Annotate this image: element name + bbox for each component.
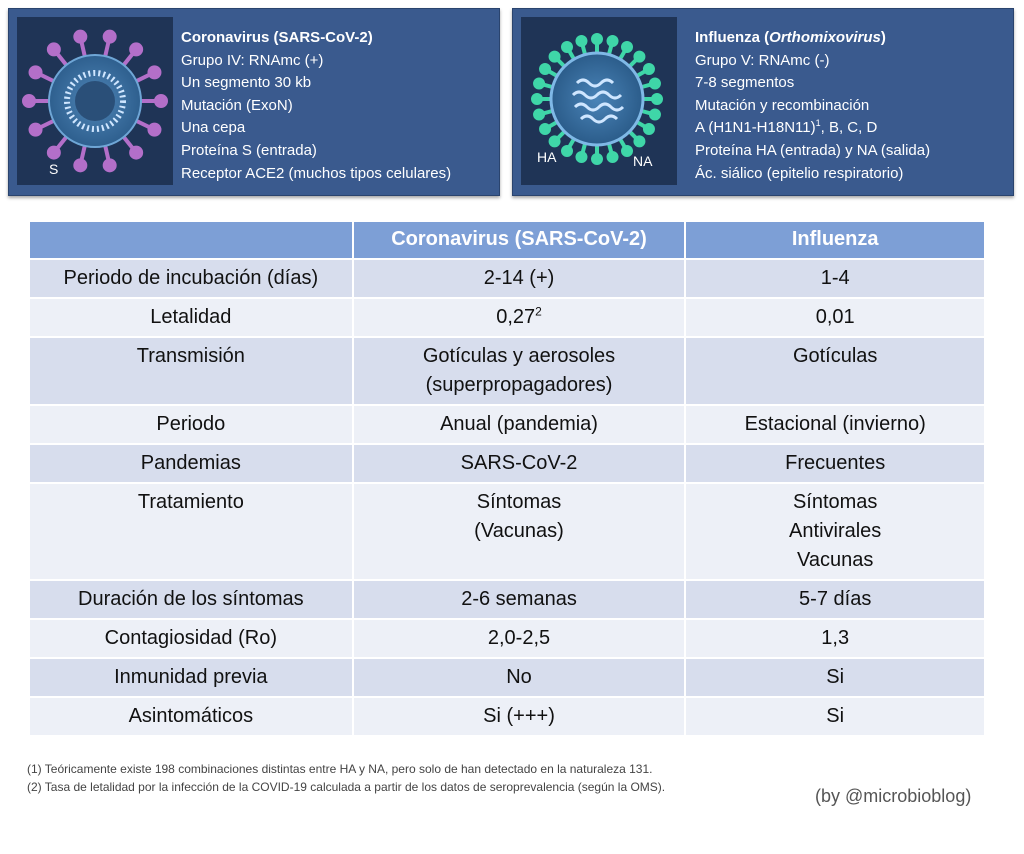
spike-label: S (49, 161, 59, 177)
influenza-value: Estacional (invierno) (686, 406, 984, 443)
table-row (30, 299, 984, 336)
row-label: Pandemias (30, 445, 352, 482)
credit: (by @microbioblog) (815, 786, 972, 806)
table-row (30, 581, 984, 618)
coronavirus-line: Proteína S (entrada) (181, 141, 317, 159)
table-row (30, 338, 984, 404)
influenza-line: Grupo V: RNAmc (-) (695, 51, 830, 69)
coronavirus-value: Síntomas (Vacunas) (354, 484, 685, 579)
influenza-line: Mutación y recombinación (695, 96, 870, 114)
coronavirus-card (8, 8, 500, 196)
coronavirus-icon (17, 17, 173, 185)
coronavirus-line: Una cepa (181, 119, 246, 137)
coronavirus-line: Receptor ACE2 (muchos tipos celulares) (181, 164, 452, 182)
comparison-table (28, 220, 986, 737)
influenza-value: 1-4 (686, 260, 984, 297)
influenza-illustration (521, 17, 677, 185)
influenza-value: 1,3 (686, 620, 984, 657)
row-label: Transmisión (30, 338, 352, 404)
influenza-value: 0,01 (686, 299, 984, 336)
header-empty (30, 222, 352, 258)
influenza-value: Gotículas (686, 338, 984, 404)
row-label: Inmunidad previa (30, 659, 352, 696)
influenza-line: Proteína HA (entrada) y NA (salida) (695, 141, 931, 159)
influenza-value: Síntomas Antivirales Vacunas (686, 484, 984, 579)
table-row (30, 620, 984, 657)
influenza-value: Frecuentes (686, 445, 984, 482)
influenza-line: A $(H1N1-H18N11)^1$, B, C, D (695, 118, 878, 137)
na-label: NA (633, 153, 653, 169)
header-influenza: Influenza (686, 222, 984, 258)
coronavirus-illustration (17, 17, 173, 185)
footnote: (2) Tasa de letalidad por la infección de la COVID-19 calculada a partir de los datos de seroprevalencia (según la OMS). (27, 780, 666, 794)
table-row (30, 659, 984, 696)
row-label: Duración de los síntomas (30, 581, 352, 618)
table-header-row (30, 222, 984, 258)
influenza-line: Ác. siálico (epitelio respiratorio) (695, 164, 904, 182)
coronavirus-line: Mutación (ExoN) (181, 96, 293, 114)
ha-label: HA (537, 149, 557, 165)
row-label: Letalidad (30, 299, 352, 336)
influenza-value: Si (686, 698, 984, 735)
table-row (30, 698, 984, 735)
influenza-value: Si (686, 659, 984, 696)
table-row (30, 406, 984, 443)
footnotes (27, 760, 665, 796)
row-label: Asintomáticos (30, 698, 352, 735)
coronavirus-value: Si (+++) (354, 698, 685, 735)
row-label: Periodo de incubación (días) (30, 260, 352, 297)
table-row (30, 445, 984, 482)
influenza-card (512, 8, 1014, 196)
coronavirus-value: Anual (pandemia) (354, 406, 685, 443)
table-row (30, 260, 984, 297)
row-label: Contagiosidad (Ro) (30, 620, 352, 657)
header-coronavirus: Coronavirus (SARS-CoV-2) (354, 222, 685, 258)
coronavirus-value: 2-14 (+) (354, 260, 685, 297)
coronavirus-value: 2-6 semanas (354, 581, 685, 618)
coronavirus-value: Gotículas y aerosoles (superpropagadores) (354, 338, 685, 404)
row-label: Tratamiento (30, 484, 352, 579)
coronavirus-info (181, 27, 451, 185)
coronavirus-value: SARS-CoV-2 (354, 445, 685, 482)
row-label: Periodo (30, 406, 352, 443)
coronavirus-value: 2,0-2,5 (354, 620, 685, 657)
table-row (30, 484, 984, 579)
footnote: (1) Teóricamente existe 198 combinaciones distintas entre HA y NA, pero solo de han detectado en la naturaleza 131. (27, 762, 653, 776)
coronavirus-line: Un segmento 30 kb (181, 74, 312, 92)
influenza-value: 5-7 días (686, 581, 984, 618)
coronavirus-value: 0,27$^2$ (354, 299, 685, 336)
influenza-title: Influenza (Orthomixovirus) (695, 29, 886, 46)
influenza-line: 7-8 segmentos (695, 74, 795, 92)
coronavirus-line: Grupo IV: RNAmc (+) (181, 51, 324, 69)
coronavirus-title: Coronavirus (SARS-CoV-2) (181, 29, 373, 46)
influenza-info (695, 27, 930, 185)
coronavirus-value: No (354, 659, 685, 696)
